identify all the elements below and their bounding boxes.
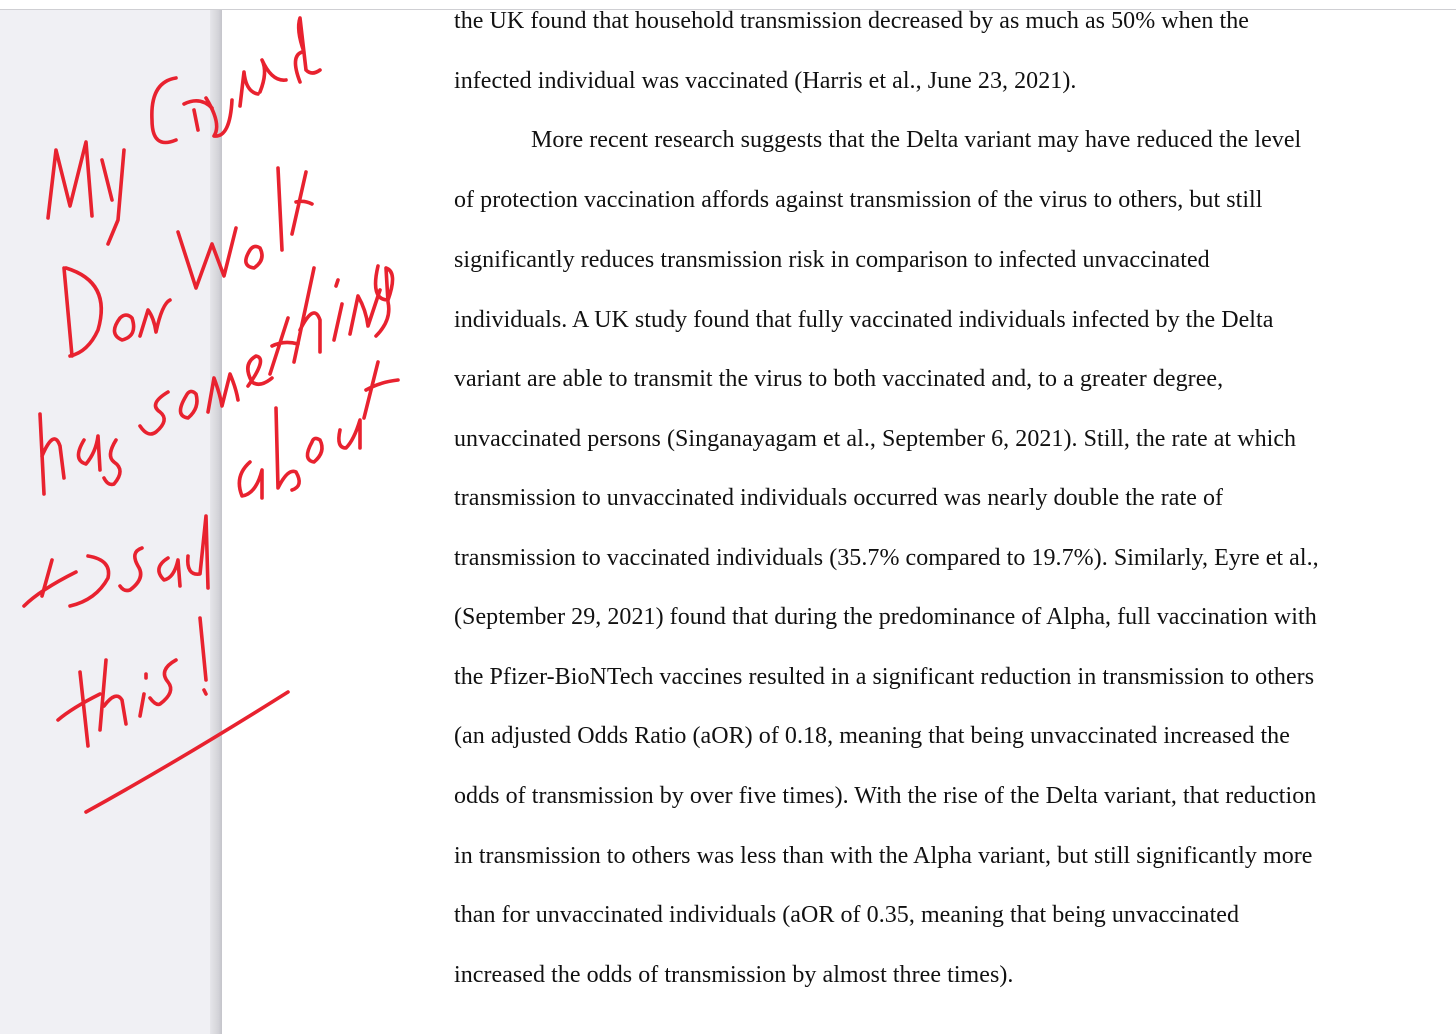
document-text-line: transmission to vaccinated individuals (35.7% compared to 19.7%). Similarly, Eyre et al., bbox=[454, 545, 1319, 571]
document-page bbox=[222, 10, 1456, 1034]
document-text-line: odds of transmission by over five times). With the rise of the Delta variant, that reduction bbox=[454, 783, 1317, 809]
document-text-line: significantly reduces transmission risk in comparison to infected unvaccinated bbox=[454, 247, 1210, 273]
document-text-line: transmission to unvaccinated individuals occurred was nearly double the rate of bbox=[454, 485, 1224, 511]
document-text-line: increased the odds of transmission by almost three times). bbox=[454, 962, 1014, 988]
document-text-line: (an adjusted Odds Ratio (aOR) of 0.18, meaning that being unvaccinated increased the bbox=[454, 723, 1290, 749]
page-edge-shadow bbox=[210, 10, 222, 1034]
document-text-line: in transmission to others was less than with the Alpha variant, but still significantly more bbox=[454, 843, 1313, 869]
document-text-line: of protection vaccination affords against transmission of the virus to others, but still bbox=[454, 187, 1263, 213]
document-text-line: individuals. A UK study found that fully vaccinated individuals infected by the Delta bbox=[454, 307, 1274, 333]
left-margin-panel bbox=[0, 10, 210, 1034]
document-text-line: unvaccinated persons (Singanayagam et al., September 6, 2021). Still, the rate at which bbox=[454, 426, 1297, 452]
document-text-line: variant are able to transmit the virus to both vaccinated and, to a greater degree, bbox=[454, 366, 1224, 392]
document-text-line: (September 29, 2021) found that during the predominance of Alpha, full vaccination with bbox=[454, 604, 1317, 630]
document-text-line: infected individual was vaccinated (Harris et al., June 23, 2021). bbox=[454, 68, 1077, 94]
paragraph-first-line: More recent research suggests that the Delta variant may have reduced the level bbox=[531, 127, 1302, 153]
document-text-line: the UK found that household transmission decreased by as much as 50% when the bbox=[454, 8, 1250, 34]
document-text-line: the Pfizer-BioNTech vaccines resulted in a significant reduction in transmission to others bbox=[454, 664, 1315, 690]
document-text-line: than for unvaccinated individuals (aOR of 0.35, meaning that being unvaccinated bbox=[454, 902, 1240, 928]
